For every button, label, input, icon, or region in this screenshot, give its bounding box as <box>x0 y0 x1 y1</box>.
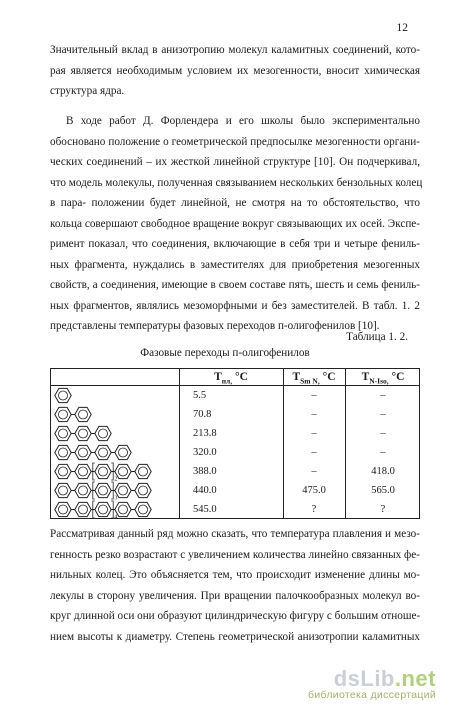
molecule-structure <box>53 500 177 519</box>
aromatic-circle <box>138 505 147 514</box>
niso-temp-cell: – <box>380 390 386 401</box>
melting-temp-cell: 70.8 <box>193 409 212 420</box>
aromatic-circle <box>58 505 67 514</box>
aromatic-circle <box>98 486 107 495</box>
text-line: ных фрагментов, являлись мезоморфными и без заместителей. В табл. 1. 2 <box>50 299 420 312</box>
aromatic-circle <box>138 486 147 495</box>
text-line: что модель молекулы, полученная связыванием нескольких бензольных колец <box>50 176 423 189</box>
paragraph-vorlander <box>50 111 423 337</box>
niso-temp-cell: – <box>380 428 386 439</box>
benzene-ring <box>55 407 71 421</box>
benzene-ring <box>115 445 131 459</box>
benzene-ring <box>75 426 91 440</box>
table-title: Фазовые переходы п-олигофенилов <box>140 347 310 359</box>
aromatic-circle <box>58 410 67 419</box>
aromatic-circle <box>78 505 87 514</box>
text-line: обосновано положение о геометрической предпосылке мезогенности органи- <box>50 135 420 148</box>
paragraph-intro <box>50 40 420 102</box>
melting-temp-cell: 5.5 <box>193 390 207 401</box>
header-niso-temp: $T_{N-Iso,}$ °C <box>361 371 405 386</box>
benzene-ring <box>75 483 91 497</box>
benzene-ring <box>75 464 91 478</box>
header-smn-temp: $T_{Sm N,}$ °C <box>292 371 336 386</box>
niso-temp-cell: 418.0 <box>371 466 395 477</box>
text-line: круг длинной оси они образуют цилиндрическую фигуру с большим отноше- <box>50 610 421 622</box>
aromatic-circle <box>78 486 87 495</box>
table-row <box>51 386 419 405</box>
benzene-ring <box>75 445 91 459</box>
benzene-ring <box>55 445 71 459</box>
aromatic-circle <box>118 486 127 495</box>
paragraph-conclusion <box>50 524 420 647</box>
benzene-ring <box>95 502 111 516</box>
molecule-structure <box>53 462 177 481</box>
text-line: свойств, а соединения, имеющие в своем составе пять, шесть и семь фениль- <box>50 279 420 291</box>
text-line: римент показал, что соединения, включающие в себя три и четыре фениль- <box>50 238 420 250</box>
benzene-ring <box>135 464 151 478</box>
melting-temp-cell: 545.0 <box>193 504 217 515</box>
text-line: рая является необходимым условием их мезогенности, вносит химическая <box>50 64 420 77</box>
aromatic-circle <box>78 467 87 476</box>
niso-temp-cell: ? <box>380 504 386 515</box>
aromatic-circle <box>58 486 67 495</box>
smn-temp-cell: 475.0 <box>302 485 326 496</box>
repeat-count-label: 4 <box>114 513 118 519</box>
smn-temp-cell: – <box>311 390 317 401</box>
table-number: Таблица 1. 2. <box>346 331 408 343</box>
table-row <box>51 500 419 519</box>
table-row <box>51 405 419 424</box>
table-row <box>51 424 419 443</box>
repeat-count-label: 3 <box>114 494 118 500</box>
table-row <box>51 481 419 500</box>
watermark-logo <box>308 666 436 701</box>
aromatic-circle <box>98 505 107 514</box>
niso-temp-cell: 565.0 <box>371 485 395 496</box>
smn-temp-cell: – <box>311 447 317 458</box>
text-line: представлены температуры фазовых переходов п-олигофенилов [10]. <box>50 320 380 332</box>
benzene-ring <box>55 464 71 478</box>
repeat-count-label: 2 <box>114 475 118 481</box>
benzene-ring <box>95 464 111 478</box>
text-line: Рассматривая данный ряд можно сказать, что температура плавления и мезо- <box>50 528 420 540</box>
benzene-ring <box>75 407 91 421</box>
aromatic-circle <box>78 448 87 457</box>
text-line: Значительный вклад в анизотропию молекул каламитных соединений, кото- <box>50 44 420 56</box>
text-line: нием высоты к диаметру. Степень геометрической анизотропии каламитных <box>50 630 420 643</box>
table-row <box>51 462 419 481</box>
text-line: в пара- положении будет линейной, не смотря на то обстоятельство, что <box>50 197 420 209</box>
text-line: ных фрагмента, нуждались в заместителях для приобретения мезогенных <box>50 258 420 271</box>
benzene-ring <box>55 426 71 440</box>
table-row <box>51 443 419 462</box>
niso-temp-cell: – <box>380 447 386 458</box>
text-line: структура ядра. <box>50 85 125 97</box>
benzene-ring <box>135 502 151 516</box>
phase-transition-table <box>50 368 420 519</box>
aromatic-circle <box>98 467 107 476</box>
smn-temp-cell: ? <box>311 504 317 515</box>
aromatic-circle <box>58 391 67 400</box>
benzene-ring <box>95 426 111 440</box>
aromatic-circle <box>118 448 127 457</box>
aromatic-circle <box>118 505 127 514</box>
aromatic-circle <box>78 429 87 438</box>
molecule-structure <box>53 424 177 443</box>
page-number: 12 <box>396 22 408 34</box>
melting-temp-cell: 320.0 <box>193 447 217 458</box>
text-line: генность резко возрастают с увеличением количества линейно связанных фе- <box>50 548 420 561</box>
aromatic-circle <box>98 448 107 457</box>
aromatic-circle <box>138 467 147 476</box>
molecule-structure <box>53 481 177 500</box>
benzene-ring <box>55 388 71 402</box>
watermark-subtitle: библиотека диссертаций <box>308 689 436 701</box>
molecule-structure <box>53 386 177 405</box>
melting-temp-cell: 440.0 <box>193 485 217 496</box>
smn-temp-cell: – <box>311 409 317 420</box>
molecule-structure <box>53 443 177 462</box>
text-line: нильных колец. Это объясняется тем, что происходит изменение длины мо- <box>50 569 420 581</box>
smn-temp-cell: – <box>311 466 317 477</box>
melting-temp-cell: 388.0 <box>193 466 217 477</box>
niso-temp-cell: – <box>380 409 386 420</box>
benzene-ring <box>75 502 91 516</box>
benzene-ring <box>135 483 151 497</box>
aromatic-circle <box>118 467 127 476</box>
text-line: В ходе работ Д. Форлендера и его школы было экспериментально <box>66 115 420 127</box>
benzene-ring <box>95 445 111 459</box>
melting-temp-cell: 213.8 <box>193 428 217 439</box>
aromatic-circle <box>58 467 67 476</box>
header-melting-temp: $T_{пл,}$ °C <box>214 371 248 386</box>
text-line: ческих соединений – их жесткой линейной структуре [10]. Он подчеркивал, <box>50 156 420 168</box>
text-line: лекулы в сторону увеличения. При вращении палочкообразных молекул во- <box>50 589 420 602</box>
aromatic-circle <box>58 429 67 438</box>
benzene-ring <box>55 502 71 516</box>
benzene-ring <box>95 483 111 497</box>
benzene-ring <box>55 483 71 497</box>
molecule-structure <box>53 405 177 424</box>
text-line: кольца совершают свободное вращение вокруг связывающих их осей. Экспе- <box>50 217 420 230</box>
smn-temp-cell: – <box>311 428 317 439</box>
aromatic-circle <box>58 448 67 457</box>
watermark-brand: dsLib.net <box>333 666 436 691</box>
aromatic-circle <box>78 410 87 419</box>
aromatic-circle <box>98 429 107 438</box>
